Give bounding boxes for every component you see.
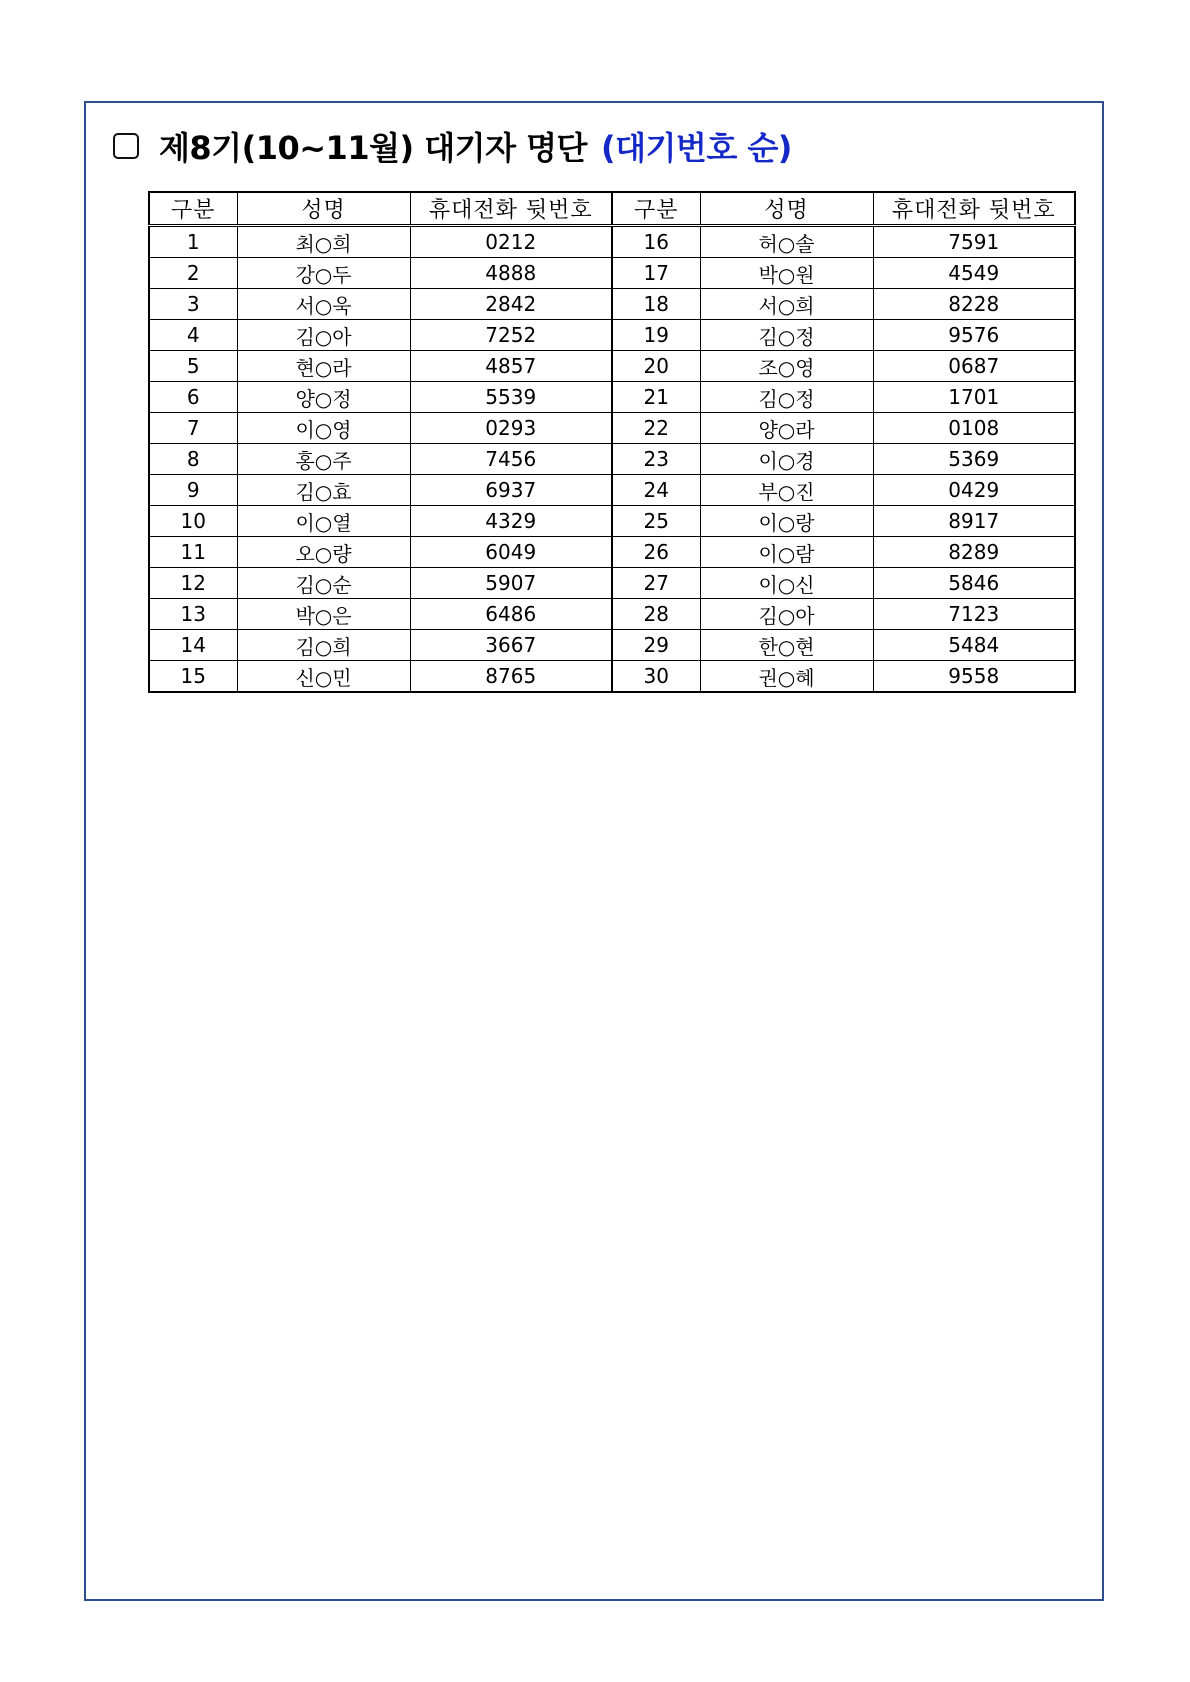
- cell-name: 홍○주: [237, 444, 410, 475]
- title-row: [113, 124, 792, 168]
- cell-name: 오○량: [237, 537, 410, 568]
- cell-phone: 8917: [873, 506, 1075, 537]
- table-row: [149, 382, 1075, 413]
- cell-number: 21: [612, 382, 700, 413]
- cell-number: 23: [612, 444, 700, 475]
- cell-phone: 1701: [873, 382, 1075, 413]
- cell-phone: 7123: [873, 599, 1075, 630]
- cell-name: 권○혜: [700, 661, 873, 693]
- cell-number: 30: [612, 661, 700, 693]
- cell-number: 6: [149, 382, 237, 413]
- cell-number: 15: [149, 661, 237, 693]
- header-phone: 휴대전화 뒷번호: [410, 192, 612, 226]
- header-phone: 휴대전화 뒷번호: [873, 192, 1075, 226]
- cell-phone: 0687: [873, 351, 1075, 382]
- checkbox-square-icon: [113, 133, 139, 159]
- table-row: [149, 475, 1075, 506]
- cell-name: 양○정: [237, 382, 410, 413]
- cell-name: 양○라: [700, 413, 873, 444]
- cell-name: 서○희: [700, 289, 873, 320]
- cell-name: 조○영: [700, 351, 873, 382]
- cell-phone: 7591: [873, 226, 1075, 258]
- table-row: [149, 226, 1075, 258]
- cell-number: 12: [149, 568, 237, 599]
- table-row: [149, 413, 1075, 444]
- cell-number: 13: [149, 599, 237, 630]
- cell-number: 16: [612, 226, 700, 258]
- cell-name: 서○욱: [237, 289, 410, 320]
- header-number: 구분: [149, 192, 237, 226]
- cell-number: 26: [612, 537, 700, 568]
- table-row: [149, 444, 1075, 475]
- header-number: 구분: [612, 192, 700, 226]
- cell-phone: 5846: [873, 568, 1075, 599]
- cell-name: 허○솔: [700, 226, 873, 258]
- cell-name: 신○민: [237, 661, 410, 693]
- cell-number: 25: [612, 506, 700, 537]
- cell-phone: 6486: [410, 599, 612, 630]
- cell-phone: 9558: [873, 661, 1075, 693]
- table-row: [149, 258, 1075, 289]
- cell-name: 김○효: [237, 475, 410, 506]
- cell-name: 박○은: [237, 599, 410, 630]
- cell-phone: 3667: [410, 630, 612, 661]
- cell-phone: 5539: [410, 382, 612, 413]
- cell-number: 5: [149, 351, 237, 382]
- cell-name: 강○두: [237, 258, 410, 289]
- cell-number: 9: [149, 475, 237, 506]
- cell-phone: 9576: [873, 320, 1075, 351]
- cell-phone: 4329: [410, 506, 612, 537]
- cell-phone: 0293: [410, 413, 612, 444]
- table-row: [149, 568, 1075, 599]
- table-row: [149, 289, 1075, 320]
- cell-number: 17: [612, 258, 700, 289]
- table-row: [149, 599, 1075, 630]
- table-row: [149, 506, 1075, 537]
- cell-phone: 6937: [410, 475, 612, 506]
- table-header-row: [149, 192, 1075, 226]
- cell-phone: 4857: [410, 351, 612, 382]
- cell-number: 22: [612, 413, 700, 444]
- cell-number: 29: [612, 630, 700, 661]
- header-name: 성명: [237, 192, 410, 226]
- header-name: 성명: [700, 192, 873, 226]
- cell-number: 2: [149, 258, 237, 289]
- cell-number: 7: [149, 413, 237, 444]
- cell-name: 한○현: [700, 630, 873, 661]
- cell-phone: 0212: [410, 226, 612, 258]
- cell-name: 현○라: [237, 351, 410, 382]
- cell-name: 이○랑: [700, 506, 873, 537]
- cell-name: 김○희: [237, 630, 410, 661]
- cell-phone: 6049: [410, 537, 612, 568]
- cell-number: 19: [612, 320, 700, 351]
- cell-name: 김○정: [700, 320, 873, 351]
- cell-phone: 8289: [873, 537, 1075, 568]
- cell-name: 부○진: [700, 475, 873, 506]
- table-row: [149, 351, 1075, 382]
- cell-name: 김○정: [700, 382, 873, 413]
- page-title-accent: (대기번호 순): [600, 129, 792, 167]
- table-row: [149, 661, 1075, 693]
- cell-number: 18: [612, 289, 700, 320]
- cell-number: 14: [149, 630, 237, 661]
- cell-name: 김○아: [237, 320, 410, 351]
- cell-phone: 4888: [410, 258, 612, 289]
- cell-number: 1: [149, 226, 237, 258]
- cell-number: 28: [612, 599, 700, 630]
- cell-phone: 5369: [873, 444, 1075, 475]
- cell-phone: 8765: [410, 661, 612, 693]
- cell-name: 김○순: [237, 568, 410, 599]
- waitlist-table: [148, 191, 1076, 693]
- cell-phone: 5907: [410, 568, 612, 599]
- cell-name: 이○열: [237, 506, 410, 537]
- cell-phone: 7456: [410, 444, 612, 475]
- cell-name: 박○원: [700, 258, 873, 289]
- cell-name: 이○신: [700, 568, 873, 599]
- cell-number: 8: [149, 444, 237, 475]
- cell-phone: 8228: [873, 289, 1075, 320]
- cell-number: 24: [612, 475, 700, 506]
- cell-name: 이○람: [700, 537, 873, 568]
- page-title: 제8기(10~11월) 대기자 명단: [159, 129, 587, 167]
- cell-phone: 7252: [410, 320, 612, 351]
- table-row: [149, 537, 1075, 568]
- cell-number: 4: [149, 320, 237, 351]
- table-row: [149, 320, 1075, 351]
- cell-phone: 2842: [410, 289, 612, 320]
- cell-phone: 5484: [873, 630, 1075, 661]
- cell-phone: 0108: [873, 413, 1075, 444]
- cell-number: 20: [612, 351, 700, 382]
- cell-name: 이○경: [700, 444, 873, 475]
- cell-name: 이○영: [237, 413, 410, 444]
- cell-number: 10: [149, 506, 237, 537]
- cell-number: 11: [149, 537, 237, 568]
- table-row: [149, 630, 1075, 661]
- cell-number: 3: [149, 289, 237, 320]
- cell-name: 김○아: [700, 599, 873, 630]
- cell-phone: 4549: [873, 258, 1075, 289]
- cell-name: 최○희: [237, 226, 410, 258]
- cell-phone: 0429: [873, 475, 1075, 506]
- cell-number: 27: [612, 568, 700, 599]
